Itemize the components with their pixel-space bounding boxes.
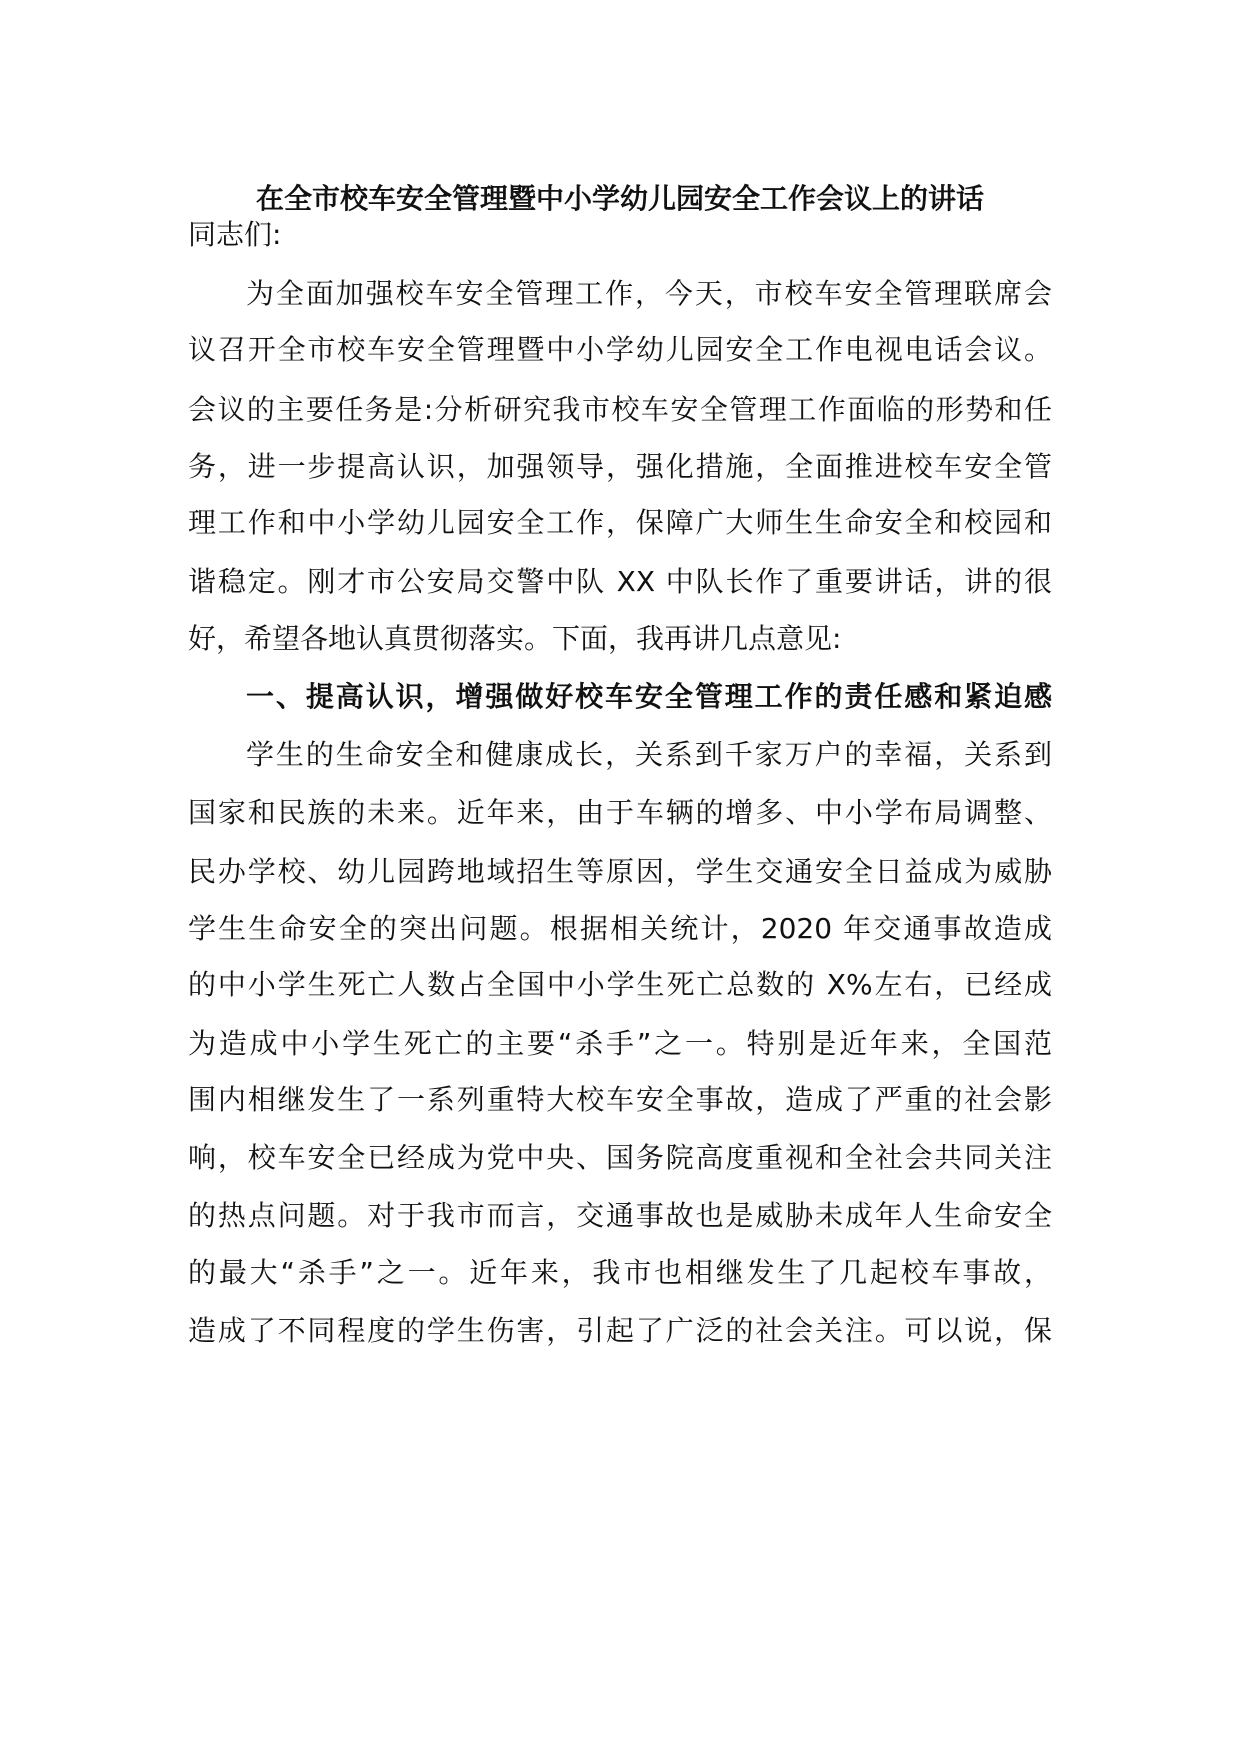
paragraph-1-line-6: 谐稳定。刚才市公安局交警中队 XX 中队长作了重要讲话，讲的很 — [188, 565, 1052, 598]
paragraph-2-line-1: 学生的生命安全和健康成长，关系到千家万户的幸福，关系到 — [246, 738, 1052, 771]
paragraph-2-line-5: 的中小学生死亡人数占全国中小学生死亡总数的 X%左右，已经成 — [188, 968, 1052, 1001]
paragraph-2-line-6: 为造成中小学生死亡的主要“杀手”之一。特别是近年来，全国范 — [188, 1027, 1052, 1060]
paragraph-2-line-3: 民办学校、幼儿园跨地域招生等原因，学生交通安全日益成为威胁 — [188, 855, 1052, 888]
paragraph-1-line-3: 会议的主要任务是:分析研究我市校车安全管理工作面临的形势和任 — [188, 393, 1052, 426]
paragraph-2-line-11: 造成了不同程度的学生伤害，引起了广泛的社会关注。可以说，保 — [188, 1314, 1052, 1347]
document-title: 在全市校车安全管理暨中小学幼儿园安全工作会议上的讲话 — [255, 182, 984, 215]
paragraph-2-line-8: 响，校车安全已经成为党中央、国务院高度重视和全社会共同关注 — [188, 1141, 1052, 1174]
paragraph-2-line-4: 学生生命安全的突出问题。根据相关统计，2020 年交通事故造成 — [188, 912, 1052, 945]
paragraph-1-line-7: 好，希望各地认真贯彻落实。下面，我再讲几点意见: — [188, 622, 842, 655]
paragraph-1-line-2: 议召开全市校车安全管理暨中小学幼儿园安全工作电视电话会议。 — [188, 333, 1052, 366]
paragraph-1-line-4: 务，进一步提高认识，加强领导，强化措施，全面推进校车安全管 — [188, 450, 1052, 483]
paragraph-2-line-10: 的最大“杀手”之一。近年来，我市也相继发生了几起校车事故， — [188, 1256, 1052, 1289]
section-1-heading: 一、提高认识，增强做好校车安全管理工作的责任感和紧迫感 — [246, 680, 1052, 713]
paragraph-2-line-9: 的热点问题。对于我市而言，交通事故也是威胁未成年人生命安全 — [188, 1199, 1052, 1232]
paragraph-2-line-7: 围内相继发生了一系列重特大校车安全事故，造成了严重的社会影 — [188, 1083, 1052, 1116]
paragraph-2-line-2: 国家和民族的未来。近年来，由于车辆的增多、中小学布局调整、 — [188, 796, 1052, 829]
paragraph-1-line-5: 理工作和中小学幼儿园安全工作，保障广大师生生命安全和校园和 — [188, 506, 1052, 539]
paragraph-1-line-1: 为全面加强校车安全管理工作，今天，市校车安全管理联席会 — [246, 277, 1052, 310]
salutation: 同志们: — [188, 218, 282, 251]
